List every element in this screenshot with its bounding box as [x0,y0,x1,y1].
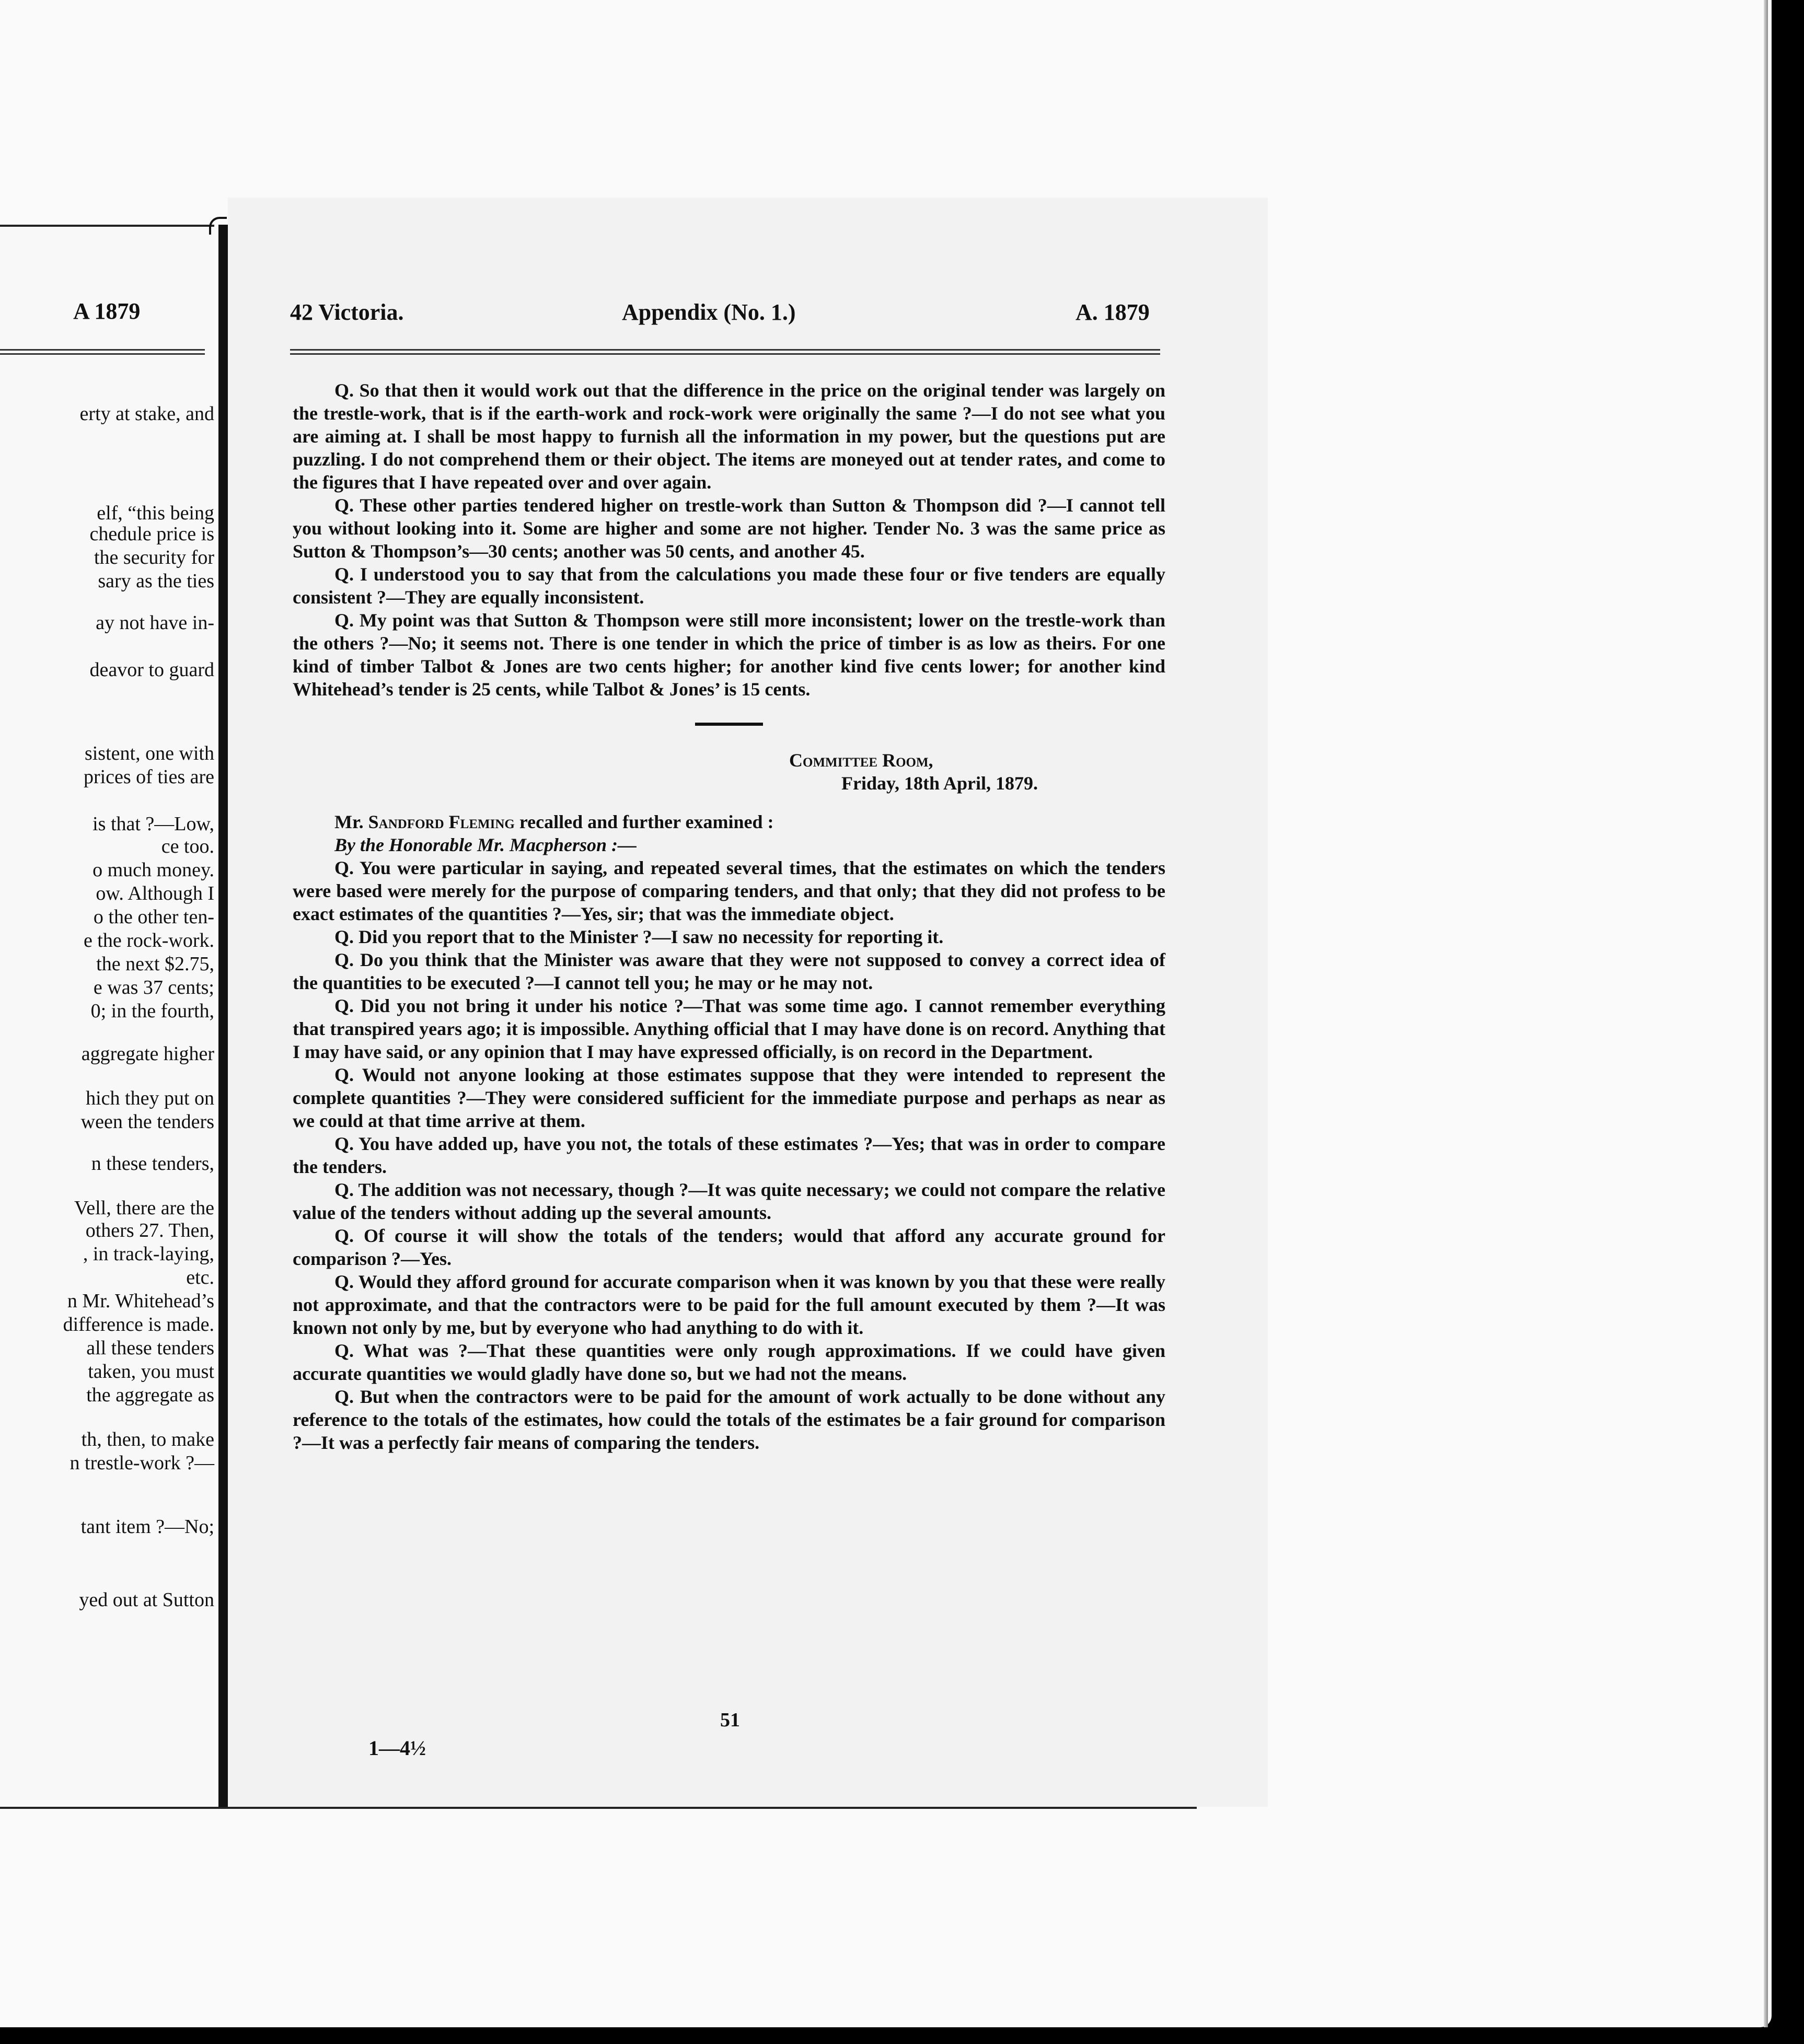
left-page-line: etc. [186,1267,214,1288]
question-answer-paragraph: Q. Would they afford ground for accurate comparison when it was known by you that these were really not approximate, and that the contractors were to be paid for the full amount executed by them ?—It was known not only by me, but by everyone who had anything to do with it. [293,1271,1165,1338]
left-page-line: the security for [94,547,214,568]
left-page-line: ay not have in- [96,612,214,634]
question-answer-paragraph: Q. These other parties tendered higher on trestle-work than Sutton & Thompson did ?—I cannot tell you without looking into it. Some are higher and some are not higher. Tender No. 3 was the same price as Sutton & Thompson’s—30 cents; another was 50 cents, and another 45. [293,495,1165,562]
document-body [293,379,1165,1454]
signature-mark: 1—4½ [368,1736,426,1760]
left-page-line: o the other ten- [93,906,214,928]
section-1 [293,379,1165,701]
committee-date: Friday, 18th April, 1879. [841,773,1038,794]
question-answer-paragraph: Q. Of course it will show the totals of the tenders; would that afford any accurate ground for comparison ?—Yes. [293,1225,1165,1269]
section-2 [293,856,1165,1454]
left-page-line: ce too. [161,835,214,857]
left-page-line: deavor to guard [89,659,214,681]
left-page-line: yed out at Sutton [79,1589,214,1611]
question-answer-paragraph: Q. Did you not bring it under his notice ?—That was some time ago. I cannot remember everything that transpired years ago; it is impossible. Anything official that I may have done is on record. Anything that I may have said, or any opinion that I may have expressed officially, is on record in the Department. [293,995,1165,1062]
question-answer-paragraph: Q. Would not anyone looking at those estimates suppose that they were intended to represent the complete quantities ?—They were considered sufficient for the immediate purpose and perhaps as near as we could at that time arrive at them. [293,1064,1165,1131]
header-right: A. 1879 [1076,299,1150,325]
left-page-line: sary as the ties [98,570,214,592]
question-answer-paragraph: Q. What was ?—That these quantities were only rough approximations. If we could have given accurate quantities we would gladly have done so, but we had not the means. [293,1340,1165,1384]
question-answer-paragraph: Q. I understood you to say that from the calculations you made these four or five tenders are equally consistent ?—They are equally inconsistent. [293,564,1165,608]
left-page-line: sistent, one with [84,742,214,764]
binding-spine-hook [209,217,227,235]
sheet-edge [1764,0,1768,2027]
bottom-rule [0,1807,1197,1809]
section-separator [695,723,763,726]
witness-prefix: Mr. [334,811,368,832]
header-rule [290,349,1160,351]
left-page-line: difference is made. [63,1314,214,1335]
question-answer-paragraph: Q. But when the contractors were to be paid for the amount of work actually to be done without any reference to the totals of the estimates, how could the totals of the estimates be a fair ground for comparison ?—It was a perfectly fair means of comparing the tenders. [293,1386,1165,1453]
header-left: 42 Victoria. [290,299,404,325]
question-answer-paragraph: Q. So that then it would work out that the difference in the price on the original tender was largely on the trestle-work, that is if the earth-work and rock-work were originally the same ?—I do not see what you are aiming at. I shall be most happy to furnish all the information in my power, but the questions put are puzzling. I do not comprehend them or their object. The items are moneyed out at tender rates, and come to the figures that I have repeated over and over again. [293,380,1165,493]
left-page-line: hich they put on [86,1087,214,1109]
left-page-top-rule [0,225,214,227]
question-answer-paragraph: Q. You were particular in saying, and repeated several times, that the estimates on which the tenders were based were merely for the purpose of comparing tenders, and that only; that they did not profess to be exact estimates of the quantities ?—Yes, sir; that was the immediate object. [293,857,1165,924]
left-page-header-rule-2 [0,353,205,355]
left-page-line: all these tenders [86,1337,214,1359]
left-page-line: e was 37 cents; [93,977,214,998]
question-answer-paragraph: Q. My point was that Sutton & Thompson were still more inconsistent; lower on the trestle-work than the others ?—No; it seems not. There is one tender in which the price of timber is as low as theirs. For one kind of timber Talbot & Jones are two cents higher; for another kind five cents lower; for another kind Whitehead’s tender is 25 cents, while Talbot & Jones’ is 15 cents. [293,610,1165,700]
left-page-line: , in track-laying, [83,1243,214,1265]
left-page-line: n Mr. Whitehead’s [67,1290,214,1312]
left-page-line: o much money. [92,859,214,881]
left-page-line: aggregate higher [81,1043,214,1065]
examiner-line: By the Honorable Mr. Macpherson :— [334,834,637,855]
left-page-header: A 1879 [73,298,141,324]
page-number: 51 [720,1709,740,1731]
left-page-line: ween the tenders [80,1111,214,1133]
left-page-line: others 27. Then, [85,1220,214,1241]
witness-line [293,810,1165,833]
left-page-line: n trestle-work ?— [70,1452,214,1474]
left-page-line: ow. Although I [96,882,214,904]
left-page-line: chedule price is [89,523,214,545]
question-answer-paragraph: Q. Do you think that the Minister was aware that they were not supposed to convey a correct idea of the quantities to be executed ?—I cannot tell you; he may or he may not. [293,949,1165,993]
left-page-line: prices of ties are [83,766,214,788]
left-page-header-rule [0,349,205,351]
committee-room: Committee Room, [789,750,933,771]
header-center: Appendix (No. 1.) [622,299,796,325]
left-page-line: th, then, to make [81,1429,214,1450]
left-page-line: the next $2.75, [96,953,214,975]
left-page-line: Vell, there are the [74,1197,214,1219]
left-page-line: taken, you must [88,1361,214,1383]
left-page-line: e the rock-work. [83,930,214,951]
header-rule-2 [290,353,1160,355]
left-page-line: n these tenders, [91,1153,214,1175]
question-answer-paragraph: Q. Did you report that to the Minister ?—I saw no necessity for reporting it. [334,926,944,947]
question-answer-paragraph: Q. The addition was not necessary, though ?—It was quite necessary; we could not compare the relative value of the tenders without adding up the several amounts. [293,1179,1165,1223]
left-page-line: erty at stake, and [79,403,214,425]
left-page-line: the aggregate as [86,1384,214,1406]
binding-spine [218,225,228,1809]
witness-name: Sandford Fleming [368,811,515,832]
witness-suffix: recalled and further examined : [514,811,774,832]
left-page-line: is that ?—Low, [92,813,214,835]
left-page-line: elf, “this being [97,502,214,524]
left-page-line: tant item ?—No; [80,1516,214,1538]
question-answer-paragraph: Q. You have added up, have you not, the totals of these estimates ?—Yes; that was in order to compare the tenders. [293,1133,1165,1177]
left-page-line: 0; in the fourth, [90,1000,214,1022]
